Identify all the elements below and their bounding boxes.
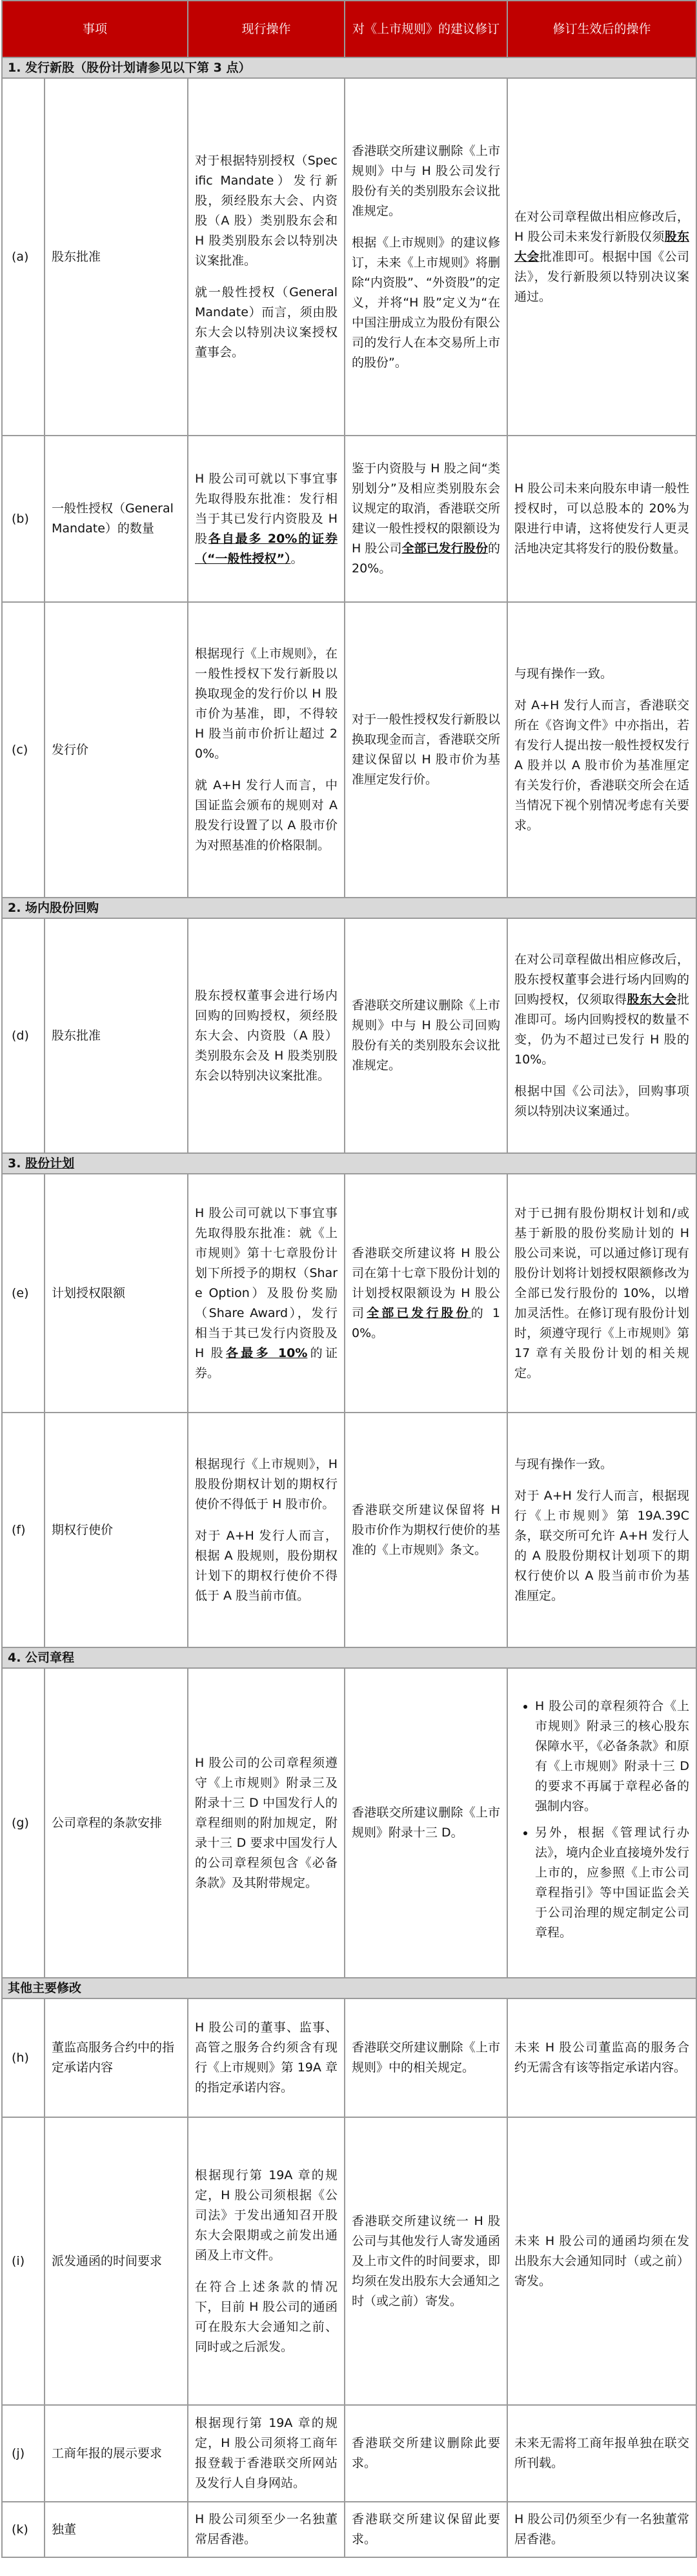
proposal-cell bbox=[345, 78, 507, 436]
section-title: 1. 发行新股（股份计划请参见以下第 3 点） bbox=[2, 57, 696, 78]
row-id: (i) bbox=[2, 2117, 45, 2405]
section-row bbox=[2, 1647, 696, 1668]
table-row bbox=[2, 602, 696, 898]
text: 香港联交所建议将 H 股公司在第十七章下股份计划的计划授权限额设为 H 股公司 bbox=[352, 1245, 501, 1320]
text: 在对公司章程做出相应修改后，股东授权董事会进行场内回购的回购授权，仅须取得 bbox=[514, 952, 690, 1007]
row-id: (f) bbox=[2, 1413, 45, 1647]
section-title bbox=[2, 1153, 696, 1174]
table-row bbox=[2, 918, 696, 1153]
paragraph: 对 A+H 发行人而言，香港联交所在《咨询文件》中亦指出，若有发行人提出按一般性授权发行 A 股并以 A 股市价为基准厘定有关发行价，香港联交所会在适当情况下视个别情况考虑有关要求。 bbox=[514, 698, 690, 832]
section-row bbox=[2, 1978, 696, 1998]
proposal-cell bbox=[345, 1174, 507, 1413]
emphasis-text: 各自最多 20%的证券（“一般性授权”） bbox=[195, 531, 338, 566]
text: 在对公司章程做出相应修改后，H 股公司未来发行新股仅须 bbox=[514, 209, 690, 244]
table-row bbox=[2, 1668, 696, 1978]
paragraph bbox=[514, 950, 689, 1070]
rule-comparison-table bbox=[1, 0, 697, 2558]
table-row bbox=[2, 2117, 696, 2405]
emphasis-text: 股东大会 bbox=[514, 229, 690, 264]
row-topic: 一般性授权（General Mandate）的数量 bbox=[45, 436, 188, 602]
after-cell bbox=[507, 1413, 696, 1647]
table-header-row bbox=[2, 1, 696, 57]
row-topic: 计划授权限额 bbox=[45, 1174, 188, 1413]
row-id: (e) bbox=[2, 1174, 45, 1413]
emphasis-text: 各最多 10% bbox=[225, 1345, 308, 1360]
current-practice-cell: 根据现行第 19A 章的规定，H 股公司须将工商年报登载于香港联交所网站及发行人自身网站。 bbox=[188, 2405, 345, 2502]
row-id: (a) bbox=[2, 78, 45, 436]
paragraph: 就一般性授权（General Mandate）而言，须由股东大会以特别决议案授权董事会。 bbox=[195, 285, 338, 359]
text: 的 10%。 bbox=[352, 1305, 500, 1340]
header-proposal: 对《上市规则》的建议修订 bbox=[345, 1, 507, 57]
row-topic: 期权行使价 bbox=[45, 1413, 188, 1647]
after-cell: H 股公司仍须至少有一名独董常居香港。 bbox=[507, 2502, 696, 2557]
proposal-cell: 香港联交所建议保留此要求。 bbox=[345, 2502, 507, 2557]
text: H 股公司可就以下事宜事先取得股东批准：就《上市规则》第十七章股份计划下所授予的期权（Share Option）及股份奖励（Share Award），发行相当于其已发行内资股及 H 股 bbox=[195, 1205, 338, 1360]
paragraph: 根据现行《上市规则》，在一般性授权下发行新股以换取现金的发行价以 H 股市价为基准，即，不得较 H 股当前市价折让超过 20%。 bbox=[195, 647, 338, 761]
row-id: (d) bbox=[2, 918, 45, 1153]
table-row bbox=[2, 78, 696, 436]
after-cell: 对于已拥有股份期权计划和/或基于新股的股份奖励计划的 H 股公司来说，可以通过修订现有股份计划将计划授权限额修改为全部已发行股份的 10%，以增加灵活性。在修订现有股份计划时，须遵守现行《上市规则》第 17 章有关股份计划的相关规定。 bbox=[507, 1174, 696, 1413]
section-row bbox=[2, 1153, 696, 1174]
header-current: 现行操作 bbox=[188, 1, 345, 57]
proposal-cell bbox=[345, 436, 507, 602]
after-cell: 未来 H 股公司董监高的服务合约无需含有该等指定承诺内容。 bbox=[507, 1998, 696, 2117]
after-cell: 未来无需将工商年报单独在联交所刊载。 bbox=[507, 2405, 696, 2502]
current-practice-cell: H 股公司的公司章程须遵守《上市规则》附录三及附录十三 D 中国发行人的章程细则的附加规定，附录十三 D 要求中国发行人的公司章程须包含《必备条款》及其附带规定。 bbox=[188, 1668, 345, 1978]
table-row bbox=[2, 2502, 696, 2557]
text: 批准即可。场内回购授权的数量不变，仍为不超过已发行 H 股的 10%。 bbox=[514, 992, 690, 1067]
emphasis-text: 股东大会 bbox=[627, 992, 677, 1007]
section-title: 4. 公司章程 bbox=[2, 1647, 696, 1668]
proposal-cell: 香港联交所建议删除此要求。 bbox=[345, 2405, 507, 2502]
section-title: 其他主要修改 bbox=[2, 1978, 696, 1998]
section-row bbox=[2, 57, 696, 78]
paragraph: 对于根据特别授权（Specific Mandate）发行新股，须经股东大会、内资股（A 股）类别股东会和 H 股类别股东会以特别决议案批准。 bbox=[195, 154, 338, 268]
proposal-cell: 香港联交所建议删除《上市规则》中的相关规定。 bbox=[345, 1998, 507, 2117]
row-id: (g) bbox=[2, 1668, 45, 1978]
row-id: (c) bbox=[2, 602, 45, 898]
row-topic: 董监高服务合约中的指定承诺内容 bbox=[45, 1998, 188, 2117]
text: 批准即可。根据中国《公司法》，发行新股须以特别决议案通过。 bbox=[514, 249, 690, 304]
emphasis-text: 股份计划 bbox=[25, 1156, 75, 1171]
after-cell: 未来 H 股公司的通函均须在发出股东大会通知同时（或之前）寄发。 bbox=[507, 2117, 696, 2405]
row-topic: 独董 bbox=[45, 2502, 188, 2557]
table-row bbox=[2, 1998, 696, 2117]
after-cell bbox=[507, 1668, 696, 1978]
paragraph: 与现有操作一致。 bbox=[514, 667, 613, 681]
paragraph: 与现有操作一致。 bbox=[514, 1456, 613, 1471]
emphasis-text: 全部已发行股份 bbox=[367, 1305, 471, 1320]
text: H 股公司可就以下事宜事先取得股东批准：发行相当于其已发行内资股及 H 股 bbox=[195, 471, 338, 546]
after-cell bbox=[507, 602, 696, 898]
bullet-list bbox=[514, 1696, 689, 1943]
proposal-cell: 香港联交所建议删除《上市规则》中与 H 股公司回购股份有关的类别股东会议批准规定。 bbox=[345, 918, 507, 1153]
list-item: • H 股公司的章程须符合《上市规则》附录三的核心股东保障水平，《必备条款》和原有《上市规则》附录十三 D 的要求不再属于章程必备的强制内容。 bbox=[535, 1696, 689, 1816]
paragraph: 对于 A+H 发行人而言，根据 A 股规则，股份期权计划下的期权行使价不得低于 A 股当前市值。 bbox=[195, 1528, 338, 1603]
after-cell bbox=[507, 78, 696, 436]
proposal-cell: 对于一般性授权发行新股以换取现金而言，香港联交所建议保留以 H 股市价为基准厘定发行价。 bbox=[345, 602, 507, 898]
header-item: 事项 bbox=[2, 1, 188, 57]
row-topic: 公司章程的条款安排 bbox=[45, 1668, 188, 1978]
after-cell bbox=[507, 918, 696, 1153]
paragraph: 根据现行第 19A 章的规定，H 股公司须根据《公司法》于发出通知召开股东大会限期或之前发出通函及上市文件。 bbox=[195, 2168, 338, 2262]
text: 鉴于内资股与 H 股之间“类别划分”及相应类别股东会议规定的取消，香港联交所建议一般性授权的限额设为 H 股公司 bbox=[352, 461, 501, 556]
table-row bbox=[2, 2405, 696, 2502]
paragraph: 根据中国《公司法》，回购事项须以特别决议案通过。 bbox=[514, 1084, 690, 1118]
section-row bbox=[2, 898, 696, 918]
row-topic: 工商年报的展示要求 bbox=[45, 2405, 188, 2502]
proposal-cell: 香港联交所建议保留将 H 股市价作为期权行使价的基准的《上市规则》条文。 bbox=[345, 1413, 507, 1647]
current-practice-cell bbox=[188, 2117, 345, 2405]
row-id: (k) bbox=[2, 2502, 45, 2557]
paragraph: 香港联交所建议删除《上市规则》中与 H 股公司发行股份有关的类别股东会议批准规定。 bbox=[352, 143, 501, 218]
row-topic: 派发通函的时间要求 bbox=[45, 2117, 188, 2405]
text: 的证券。 bbox=[195, 1345, 338, 1380]
row-topic: 股东批准 bbox=[45, 78, 188, 436]
row-id: (j) bbox=[2, 2405, 45, 2502]
paragraph: 就 A+H 发行人而言，中国证监会颁布的规则对 A 股发行设置了以 A 股市价为对照基准的价格限制。 bbox=[195, 778, 338, 852]
text: 的 20%。 bbox=[352, 541, 501, 576]
current-practice-cell bbox=[188, 1413, 345, 1647]
row-id: (h) bbox=[2, 1998, 45, 2117]
current-practice-cell bbox=[188, 1174, 345, 1413]
section-title: 2. 场内股份回购 bbox=[2, 898, 696, 918]
table-row bbox=[2, 436, 696, 602]
current-practice-cell bbox=[188, 78, 345, 436]
current-practice-cell bbox=[188, 602, 345, 898]
row-id: (b) bbox=[2, 436, 45, 602]
table-row bbox=[2, 1413, 696, 1647]
emphasis-text: 全部已发行股份 bbox=[401, 541, 488, 556]
current-practice-cell bbox=[188, 436, 345, 602]
paragraph: 根据《上市规则》的建议修订，未来《上市规则》将删除“内资股”、“外资股”的定义，并将“H 股”定义为“在中国注册成立为股份有限公司的发行人在本交易所上市的股份”。 bbox=[352, 235, 501, 370]
current-practice-cell: H 股公司的董事、监事、高管之服务合约须含有现行《上市规则》第 19A 章的指定承诺内容。 bbox=[188, 1998, 345, 2117]
after-cell: H 股公司未来向股东申请一般性授权时，可以总股本的 20%为限进行申请，这将使发行人更灵活地决定其将发行的股份数量。 bbox=[507, 436, 696, 602]
text: 。 bbox=[290, 551, 303, 566]
header-after: 修订生效后的操作 bbox=[507, 1, 696, 57]
proposal-cell: 香港联交所建议删除《上市规则》附录十三 D。 bbox=[345, 1668, 507, 1978]
row-topic: 发行价 bbox=[45, 602, 188, 898]
table-row bbox=[2, 1174, 696, 1413]
row-topic: 股东批准 bbox=[45, 918, 188, 1153]
paragraph: 根据现行《上市规则》，H 股股份期权计划的期权行使价不得低于 H 股市价。 bbox=[195, 1456, 338, 1511]
text: 3. bbox=[8, 1156, 26, 1171]
list-item: • 另外，根据《管理试行办法》，境内企业直接境外发行上市的，应参照《上市公司章程指引》等中国证监会关于公司治理的规定制定公司章程。 bbox=[535, 1823, 689, 1943]
current-practice-cell: H 股公司须至少一名独董常居香港。 bbox=[188, 2502, 345, 2557]
paragraph: 对于 A+H 发行人而言，根据现行《上市规则》第 19A.39C 条，联交所可允许 A+H 发行人的 A 股股份期权计划项下的期权行使价以 A 股当前市价为基准厘定。 bbox=[514, 1488, 690, 1603]
paragraph: 在符合上述条款的情况下，目前 H 股公司的通函可在股东大会通知之前、同时或之后派发。 bbox=[195, 2279, 338, 2354]
current-practice-cell: 股东授权董事会进行场内回购的回购授权，须经股东大会、内资股（A 股）类别股东会及 H 股类别股东会以特别决议案批准。 bbox=[188, 918, 345, 1153]
proposal-cell: 香港联交所建议统一 H 股公司与其他发行人寄发通函及上市文件的时间要求，即均须在发出股东大会通知之时（或之前）寄发。 bbox=[345, 2117, 507, 2405]
